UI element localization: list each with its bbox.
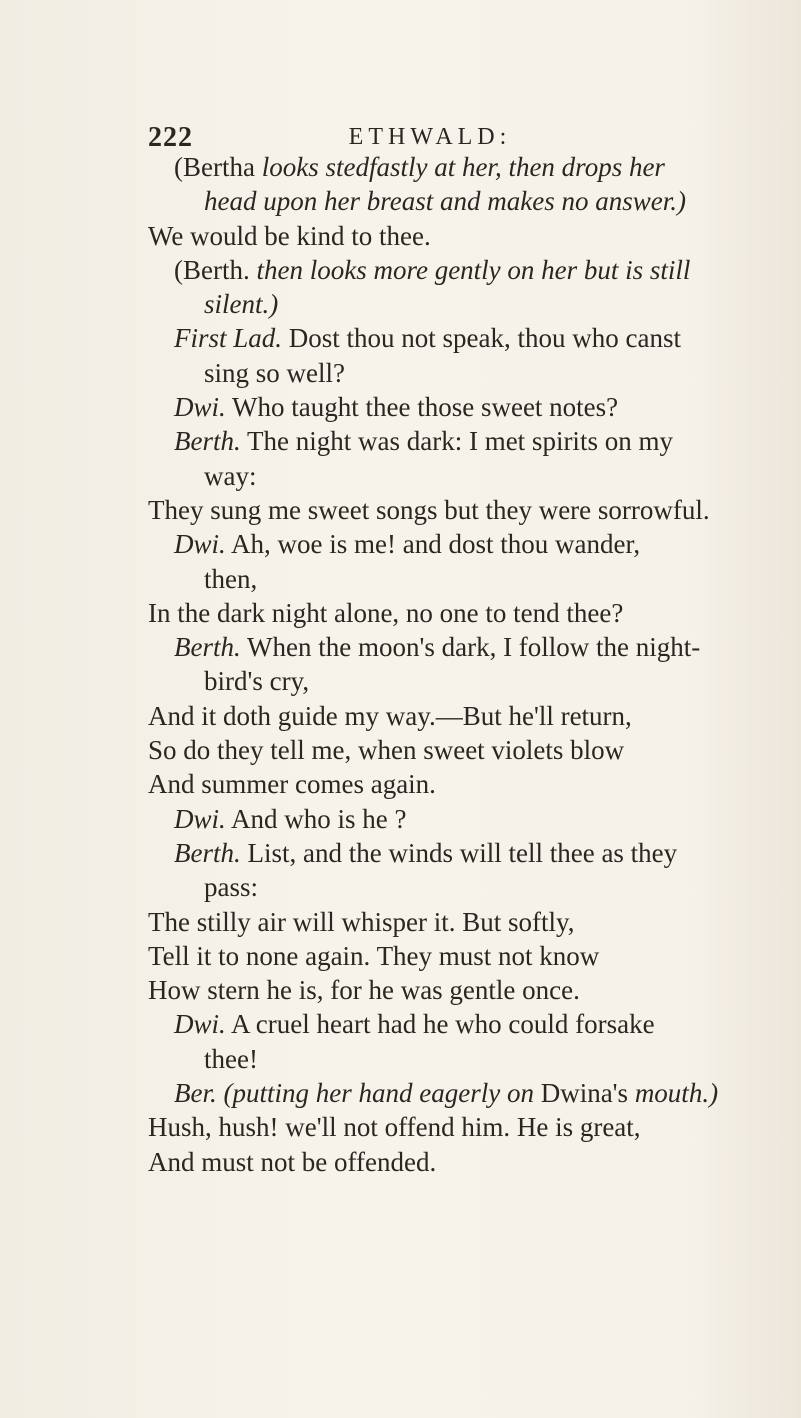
roman-text: And who is he ? [225,803,407,834]
text-line [148,219,748,253]
text-line [148,973,748,1007]
page-number: 222 [148,122,193,153]
text-line [148,1145,748,1179]
roman-text: Dwina's [540,1078,629,1109]
roman-text: Hush, hush! we'll not offend him. He is great, [148,1112,641,1143]
italic-text: Dwi. [174,529,226,560]
roman-text: And summer comes again. [148,769,436,800]
text-line [148,424,748,458]
text-line [148,184,748,218]
text-line [148,562,748,596]
roman-text: thee! [204,1043,258,1074]
roman-text: (Bertha [174,152,262,182]
text-line [148,1076,748,1110]
roman-text: So do they tell me, when sweet violets blow [148,735,625,766]
text-line [148,905,748,939]
italic-text: Dwi. [174,392,226,423]
italic-text: head upon her breast and makes no answer.) [204,186,686,217]
text-line [148,253,748,287]
roman-text: And must not be offended. [148,1146,437,1177]
roman-text: In the dark night alone, no one to tend thee? [148,597,624,628]
text-line [148,150,748,184]
roman-text: pass: [204,872,258,903]
roman-text: bird's cry, [204,666,310,697]
dialogue-text [148,150,748,1179]
roman-text: sing so well? [204,357,345,388]
roman-text: They sung me sweet songs but they were sorrowful. [148,494,710,525]
roman-text: When the moon's dark, I follow the night- [240,632,701,663]
text-line [148,1007,748,1041]
text-line [148,939,748,973]
italic-text: First Lad. [174,323,283,354]
text-line [148,596,748,630]
roman-text: We would be kind to thee. [148,220,431,251]
text-line [148,699,748,733]
roman-text: Ah, woe is me! and dost thou wander, [225,529,641,560]
italic-text: Berth. [174,632,241,663]
text-line [148,527,748,561]
italic-text: Dwi. [174,1009,226,1040]
roman-text: way: [204,460,257,491]
roman-text: Tell it to none again. They must not know [148,940,600,971]
text-line [148,493,748,527]
text-line [148,802,748,836]
roman-text: The night was dark: I met spirits on my [240,426,673,457]
text-line [148,1110,748,1144]
roman-text: How stern he is, for he was gentle once. [148,975,580,1006]
roman-text: List, and the winds will tell thee as they [240,837,678,868]
roman-text: Who taught thee those sweet notes? [225,392,619,423]
italic-text: silent.) [204,289,279,320]
text-line [148,767,748,801]
italic-text: then looks more gently on her but is still [256,254,691,285]
text-line [148,733,748,767]
roman-text: The stilly air will whisper it. But softly, [148,906,575,937]
running-head: ETHWALD: [348,124,512,150]
italic-text: Dwi. [174,803,226,834]
text-line [148,390,748,424]
roman-text: And it doth guide my way.—But he'll return, [148,700,632,731]
text-line [148,836,748,870]
text-line [148,459,748,493]
italic-text: looks stedfastly at her, then drops her [261,152,665,182]
italic-text: mouth.) [628,1078,719,1109]
text-line [148,287,748,321]
text-line [148,664,748,698]
italic-text: Ber. [174,1078,217,1109]
roman-text: then, [204,563,258,594]
text-line [148,1042,748,1076]
roman-text: A cruel heart had he who could forsake [225,1009,655,1040]
italic-text: Berth. [174,837,241,868]
text-line [148,630,748,664]
text-line [148,356,748,390]
roman-text: Dost thou not speak, thou who canst [282,323,681,354]
text-line [148,870,748,904]
roman-text: (Berth. [174,254,257,285]
italic-text: (putting her hand eagerly on [216,1078,541,1109]
italic-text: Berth. [174,426,241,457]
text-line [148,321,748,355]
